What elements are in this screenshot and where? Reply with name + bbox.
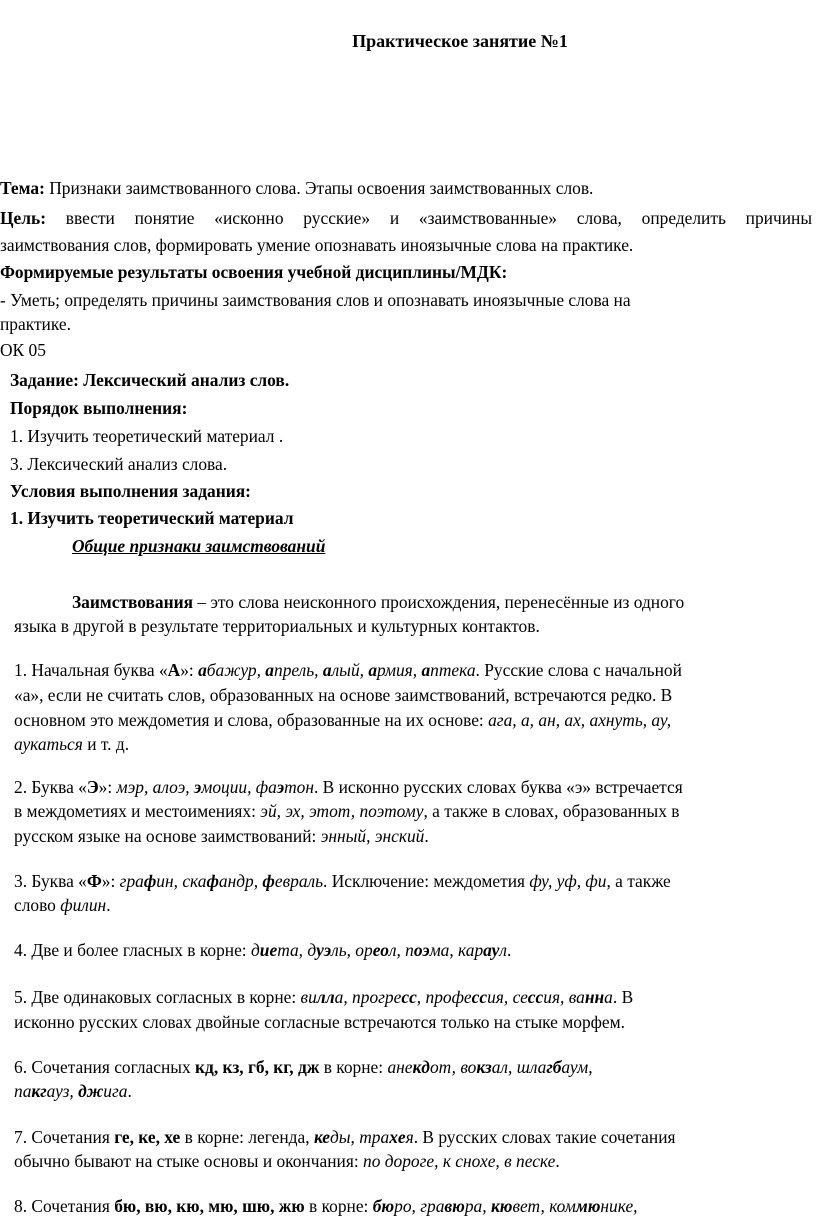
topic-text: Признаки заимствованного слова. Этапы освоения заимствованных слов. — [44, 178, 594, 198]
results-heading: Формируемые результаты освоения учебной дисциплины/МДК: — [0, 262, 508, 282]
item-8-line-1: 8. Сочетания бю, вю, кю, мю, шю, жю в корне: бюро, гравюра, кювет, коммюнике, — [14, 1196, 638, 1216]
order-heading: Порядок выполнения: — [10, 398, 188, 418]
item-2-line-1: 2. Буква «Э»: мэр, алоэ, эмоции, фаэтон. В исконно русских словах буква «э» встречается — [14, 777, 683, 797]
topic-line — [0, 178, 593, 199]
item-5-line-2: исконно русских словах двойные согласные встречаются только на стыке морфем. — [14, 1012, 625, 1032]
item-4-line-1: 4. Две и более гласных в корне: диета, дуэль, ореол, поэма, караул. — [14, 940, 512, 960]
topic-label: Тема: — [0, 178, 45, 198]
conditions-heading: Условия выполнения задания: — [10, 481, 251, 501]
item-1-line-1: 1. Начальная буква «А»: абажур, апрель, алый, армия, аптека. Русские слова с начальной — [14, 660, 682, 680]
item-7-line-1: 7. Сочетания ге, ке, хе в корне: легенда, кеды, трахея. В русских словах такие сочетания — [14, 1127, 676, 1147]
task-heading: Задание: Лексический анализ слов. — [10, 370, 290, 390]
item-3-line-2: слово филин. — [14, 895, 111, 915]
item-5-line-1: 5. Две одинаковых согласных в корне: вилла, прогресс, профессия, сессия, ванна. В — [14, 987, 634, 1007]
definition-text-1: – это слова неисконного происхождения, перенесённые из одного — [193, 592, 685, 612]
goal-text-1: ввести понятие «исконно русские» и «заимствованные» слова, определить причины — [46, 208, 812, 228]
item-2-line-2: в междометиях и местоимениях: эй, эх, этот, поэтому, а также в словах, образованных в — [14, 801, 680, 821]
page-title: Практическое занятие №1 — [352, 31, 568, 51]
section-subheading: Общие признаки заимствований — [72, 536, 326, 556]
definition-term: Заимствования — [72, 592, 194, 612]
item-6-line-1: 6. Сочетания согласных кд, кз, гб, кг, дж в корне: анекдот, вокзал, шлагбаум, — [14, 1057, 593, 1077]
definition-line-2: языка в другой в результате территориальных и культурных контактов. — [14, 616, 540, 636]
item-3-line-1: 3. Буква «Ф»: графин, скафандр, февраль. Исключение: междометия фу, уф, фи, а также — [14, 871, 671, 891]
item-1-line-3: основном это междометия и слова, образованные на их основе: ага, а, ан, ах, ахнуть, ау, — [14, 710, 672, 730]
goal-line-1 — [0, 208, 812, 229]
results-line-1: - Уметь; определять причины заимствования слов и опознавать иноязычные слова на — [0, 290, 631, 310]
competence-code: ОК 05 — [0, 340, 46, 360]
goal-label: Цель: — [0, 208, 46, 228]
goal-line-2: заимствования слов, формировать умение опознавать иноязычные слова на практике. — [0, 235, 634, 255]
definition-line-1 — [72, 592, 684, 613]
order-step-1: 1. Изучить теоретический материал . — [10, 426, 284, 446]
item-1-line-2: «а», если не считать слов, образованных на основе заимствований, встречаются редко. В — [14, 685, 673, 705]
condition-1: 1. Изучить теоретический материал — [10, 508, 294, 528]
item-2-line-3: русском языке на основе заимствований: энный, энский. — [14, 826, 429, 846]
results-line-2: практике. — [0, 314, 71, 334]
item-7-line-2: обычно бывают на стыке основы и окончания: по дороге, к снохе, в песке. — [14, 1151, 560, 1171]
item-6-line-2: пакгауз, джига. — [14, 1081, 132, 1101]
order-step-3: 3. Лексический анализ слова. — [10, 454, 228, 474]
item-1-line-4: аукаться и т. д. — [14, 734, 130, 754]
